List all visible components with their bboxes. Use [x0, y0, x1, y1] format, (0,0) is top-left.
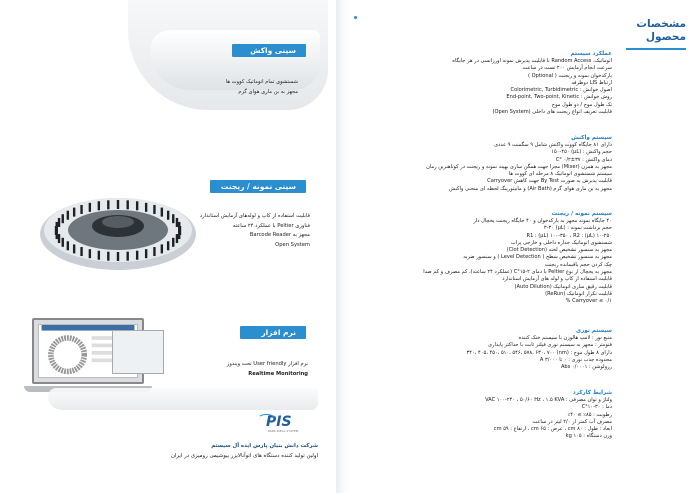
- tray-tube: [145, 203, 147, 212]
- spec-line: ابعاد : طول : ۸۰ cm ، عرض : ۶۵ cm ، ارتفاع : ۵۹ cm: [493, 426, 612, 433]
- spec-line: روش خوانش : End-point, Two-point, Kinetic: [506, 94, 612, 101]
- spec-line: شستشوی اتوماتیک جداره داخلی و خارجی پراب: [510, 239, 612, 246]
- spec-section-performance: [347, 50, 612, 116]
- tray-tube: [62, 214, 64, 223]
- tray-tube: [73, 244, 75, 253]
- tray-tube: [117, 200, 119, 209]
- tray-tube: [89, 249, 91, 258]
- spec-line: وزن دستگاه : ۱۰۵ kg: [565, 433, 612, 440]
- section-title: سیستم واکنش: [571, 135, 612, 141]
- spec-line: مجهز به سنسور تشخیص لخته (Clot Detection): [506, 247, 612, 254]
- tray-tube: [80, 247, 82, 256]
- accent-dot: [354, 16, 357, 19]
- spec-line: مجهز به یخچال از نوع Peltier با دمای ۲-۱۵°C (عملکرد ۲۴ ساعته)، کم مصرف و کم صدا: [423, 269, 612, 276]
- spec-line: قابلیت رقیق سازی اتوماتیک (Auto Dilution): [514, 283, 612, 290]
- spec-line: حجم واکنش : (µL) ۱۵۰-۴۵۰: [551, 149, 612, 156]
- spec-line: قابلیت پذیرش به صورت By Test جهت کاهش Carryover: [487, 178, 612, 185]
- tray-tube: [67, 241, 69, 250]
- tray-tube: [136, 201, 138, 210]
- sample-line: قابلیت استفاده از کاپ و لوله‌های آزمایش استاندارد: [199, 213, 310, 219]
- spec-line: دمای واکنش : ۳۷±۰/۲ °C: [555, 156, 612, 163]
- spec-line: قابلیت تکرار اتوماتیک (ReRun): [545, 290, 612, 297]
- spec-line: چک کردن حجم باقیمانده ریجنت: [544, 261, 612, 268]
- spec-line: دارای ۸۱ جایگاه کووت واکنش شامل ۹ سگمنت ۹ عددی: [494, 142, 612, 148]
- spec-line: محدوده جذب نوری : ۰ تا ۳/۰۰۰ A: [539, 356, 612, 363]
- spec-line: حجم برداشت نمونه : (µL) ۳-۳۰: [543, 225, 612, 232]
- tray-tube: [89, 203, 91, 212]
- spec-line: مجهز به بن ماری هوای گرم (Air Bath) و مانیتورینگ لحظه ای منحنی واکنش: [449, 185, 612, 192]
- spec-section-reaction: [347, 134, 612, 193]
- tray-tube: [58, 218, 60, 227]
- washing-text: [148, 78, 298, 97]
- title-underline: [626, 48, 686, 50]
- spec-line: منبع نور : لامپ هالوژن با سیستم خنک کننده: [518, 335, 612, 341]
- left-page: [0, 0, 336, 493]
- svg-text:PIS: PIS: [266, 414, 292, 430]
- tray-tube: [62, 238, 64, 247]
- sample-line: مجهز به Barcode Reader: [249, 232, 310, 238]
- page-title: [636, 18, 686, 44]
- software-banner: نرم افزار: [240, 326, 306, 339]
- tray-tube: [56, 222, 58, 231]
- tray-tube: [126, 252, 128, 261]
- spec-section-operating: [347, 389, 612, 441]
- section-title: سیستم نوری: [575, 328, 612, 334]
- tray-tube: [107, 252, 109, 261]
- section-title: شرایط کارکرد: [572, 390, 612, 396]
- spec-line: ارتباط LIS دوطرفه: [571, 79, 612, 86]
- tray-tube: [98, 251, 100, 260]
- tray-tube: [58, 234, 60, 243]
- software-text: [158, 360, 308, 379]
- spec-line: دارای ۸ طول موج : (nm) ۳۴۰، ۴۰۵، ۴۵۰، ۵۱۰، ۵۴۶، ۵۷۸، ۶۳۰، ۷۰۰: [466, 349, 612, 356]
- spec-line: رزولوشن : Abs ۰/۰۰۰۱: [560, 364, 612, 371]
- tray-tube: [145, 249, 147, 258]
- washing-line: شستشوی تمام اتوماتیک کووت ها: [225, 79, 298, 85]
- svg-text:PARS IDEAL SYSTEM: PARS IDEAL SYSTEM: [268, 429, 299, 433]
- spec-line: دما : ۳۰-۱۰°C: [581, 404, 612, 411]
- tray-tube: [117, 252, 119, 261]
- section-title: عملکرد سیستم: [570, 51, 612, 57]
- tray-tube: [153, 205, 155, 214]
- company-footer: [78, 441, 318, 461]
- spec-line: بارکدخوان نمونه و ریجنت ( Optional ): [527, 72, 612, 79]
- spec-line: ۴۰ جایگاه نمونه مجهز به بارکدخوان و ۴۰ جایگاه ریجنت یخچال دار: [473, 218, 612, 224]
- tray-tube: [136, 251, 138, 260]
- spec-line: سیستم شستشوی اتوماتیک ۸ مرحله ای کووت ها: [508, 171, 612, 178]
- sample-banner: سینی نمونه / ریجنت: [210, 180, 306, 193]
- spec-section-sample: [347, 210, 612, 306]
- tray-tube: [153, 247, 155, 256]
- tray-tube: [98, 201, 100, 210]
- company-name: شرکت دانش بنیان پارس ایده آل سیستم: [211, 443, 318, 449]
- spec-line: فتومتر : مجهز به سیستم نوری فیلتر ثابت با حداکثر پایداری: [488, 342, 612, 349]
- tray-tube: [107, 200, 109, 209]
- section-title: سیستم نمونه / ریجنت: [551, 211, 612, 217]
- spec-section-optical: [347, 327, 612, 371]
- tray-tube: [80, 205, 82, 214]
- spec-line: قابلیت استفاده از کاپ و لوله های آزمایش استاندارد: [502, 276, 612, 283]
- washing-banner: سینی واکش: [232, 44, 306, 57]
- spec-line: اتوماتیک، Random Access با قابلیت پذیرش نمونه اورژانسی در هر جایگاه: [452, 58, 612, 64]
- spec-line: R1 : (µL) ۱۰۰-۳۵۰ ، R2 : (µL) ۱۰-۲۵۰: [526, 232, 612, 239]
- spec-line: Carryover ≤ ۰/۱ %: [565, 298, 612, 305]
- spec-line: مصرف آب کمتر از ۲/۰ لیتر در ساعت: [532, 418, 612, 425]
- sample-line: فناوری Peltier با عملکرد ۲۴ ساعته: [232, 222, 310, 229]
- spec-line: ولتاژ و توان مصرفی : VAC ۱۰۰-۲۴۰ ، ۵۰/۶۰ Hz ، ۱.۵ KVA: [485, 397, 612, 403]
- company-logo: [258, 412, 318, 434]
- spec-line: رطوبت : ۸۵٪ ≥ ۴۰٪: [567, 411, 612, 418]
- software-line: نرم افزار User friendly تحت ویندوز: [226, 361, 308, 367]
- company-tagline: اولین تولید کننده دستگاه های اتوآنالایزر بیوشیمی رومیزی در ایران: [170, 453, 318, 459]
- spec-line: مجهز به همزن (Mixer) مجزا جهت همگن سازی بهینه نمونه و ریجنت در کوتاهترین زمان: [426, 163, 612, 170]
- spec-line: اصول خوانش : Colorimetric, Turbidimetric: [510, 87, 612, 94]
- tray-tube: [67, 211, 69, 220]
- tray-tube: [73, 208, 75, 217]
- title-line: محصول: [645, 31, 686, 43]
- tray-tube: [126, 200, 128, 209]
- title-line: مشخصات: [636, 18, 686, 30]
- sample-line: Open System: [275, 241, 310, 248]
- spec-line: مجهز به سنسور تشخیص سطح ( Level Detection ) و سنسور ضربه: [463, 254, 612, 261]
- washing-line: مجهز به بن ماری هوای گرم: [238, 88, 298, 95]
- sample-text: [160, 212, 310, 250]
- spec-line: تک طول موج / دو طول موج: [551, 101, 612, 108]
- software-line: Realtime Monitoring: [248, 370, 308, 377]
- spec-line: سرعت انجام آزمایش ۲۰۰ تست در ساعت: [522, 65, 612, 72]
- spec-line: قابلیت تعریف انواع ریجنت های داخلی (Open System): [492, 109, 612, 116]
- analyzer-base-image: [48, 388, 318, 410]
- second-screen-image: [112, 330, 164, 374]
